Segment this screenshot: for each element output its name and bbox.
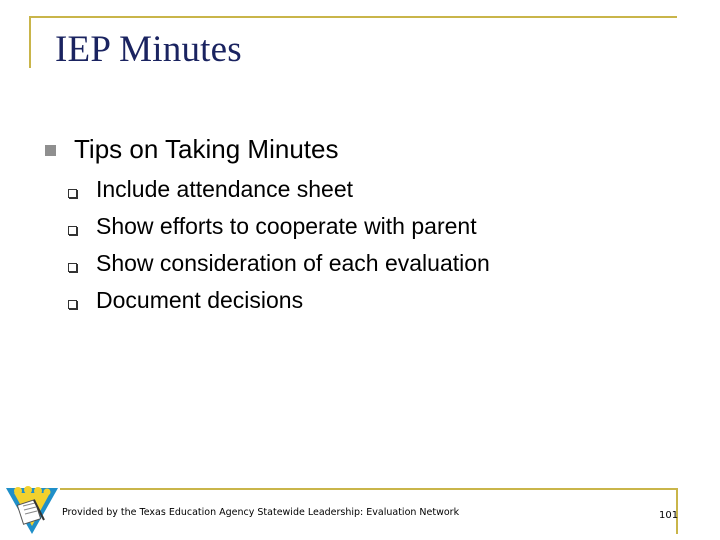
slide-title: IEP Minutes [55, 29, 242, 70]
tea-network-logo-icon [4, 484, 60, 536]
sub-bullet-text: Show consideration of each evaluation [96, 250, 490, 276]
checkbox-bullet-icon [68, 300, 77, 309]
sub-bullet-text: Document decisions [96, 287, 304, 313]
footer-attribution: Provided by the Texas Education Agency Statewide Leadership: Evaluation Network [62, 507, 460, 518]
sub-bullet-text: Show efforts to cooperate with parent [96, 213, 477, 239]
checkbox-bullet-icon [68, 263, 77, 272]
checkbox-bullet-icon [68, 189, 77, 198]
bullet-text: Tips on Taking Minutes [74, 134, 339, 164]
square-bullet-icon [45, 145, 56, 156]
frame-top-line [29, 16, 677, 18]
page-number: 101 [659, 510, 679, 521]
checkbox-bullet-icon [68, 226, 77, 235]
frame-left-line [29, 16, 31, 68]
frame-bottom-line [60, 488, 677, 490]
sub-bullet-text: Include attendance sheet [96, 176, 354, 202]
